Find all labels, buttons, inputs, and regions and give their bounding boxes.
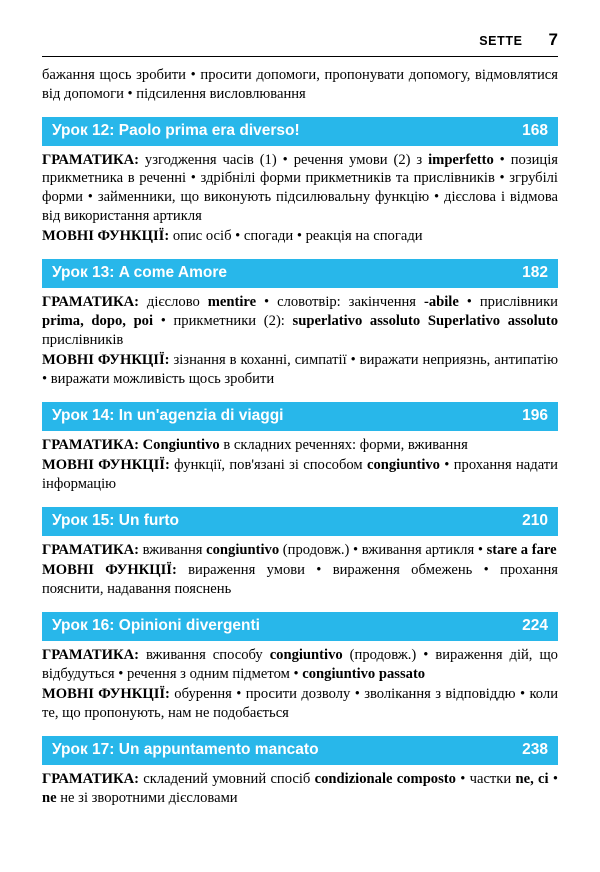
header-word: SETTE: [479, 34, 523, 48]
lesson-title: Урок 12: Paolo prima era diverso!: [52, 121, 300, 139]
functions-line: [42, 351, 558, 389]
functions-text: функції, пов'язані зі способом congiuntivo • прохання надати інформацію: [42, 457, 558, 493]
grammar-line: [42, 646, 558, 684]
functions-line: [42, 561, 558, 599]
grammar-text: вживання congiuntivo (продовж.) • вживання артикля • stare a fare: [138, 542, 557, 559]
lesson-page-number: 238: [522, 740, 548, 758]
lesson-header-bar[interactable]: [42, 259, 558, 288]
lesson-header-bar[interactable]: [42, 402, 558, 431]
lesson-page-number: 196: [522, 407, 548, 425]
grammar-line: [42, 770, 558, 808]
lesson-entry[interactable]: [42, 507, 558, 599]
lesson-page-number: 224: [522, 617, 548, 634]
lesson-body: [42, 151, 558, 247]
grammar-label: ГРАМАТИКА:: [42, 437, 139, 454]
grammar-text: дієслово mentire • словотвір: закінчення -abile • прислівники prima, dopo, poi • прикметники (2): superlativo assoluto Superlativo assoluto прислівників: [42, 294, 559, 349]
lesson-title: Урок 16: Opinioni divergenti: [52, 617, 260, 634]
lesson-header-bar[interactable]: [42, 612, 558, 641]
lesson-title: Урок 17: Un appuntamento mancato: [52, 740, 319, 758]
grammar-label: ГРАМАТИКА:: [42, 294, 139, 311]
functions-line: [42, 456, 558, 494]
lesson-title: Урок 15: Un furto: [52, 512, 180, 530]
grammar-label: ГРАМАТИКА:: [42, 770, 139, 787]
lesson-entry[interactable]: [42, 736, 558, 808]
lesson-page-number: 168: [522, 121, 548, 139]
functions-label: МОВНІ ФУНКЦІЇ:: [42, 352, 170, 369]
grammar-text: складений умовний спосіб condizionale composto • частки ne, ci • ne не зі зворотними дієсловами: [42, 770, 558, 806]
grammar-line: [42, 436, 558, 455]
page-number: 7: [548, 30, 558, 49]
lesson-entry[interactable]: [42, 612, 558, 723]
grammar-text: узгодження часів (1) • речення умови (2) з imperfetto • позиція прикметника в реченні • здрібнілі форми прикметників та прислівників • згрубілі форми • займенники, що виконують підсилювальну функцію • дієслова і відмова від використання артикля: [42, 151, 558, 225]
functions-label: МОВНІ ФУНКЦІЇ:: [42, 685, 170, 702]
lesson-body: [42, 770, 558, 808]
lesson-title: Урок 14: In un'agenzia di viaggi: [52, 407, 284, 425]
lesson-body: [42, 436, 558, 494]
functions-label: МОВНІ ФУНКЦІЇ:: [42, 457, 170, 474]
lesson-body: [42, 646, 558, 723]
functions-text: обурення • просити дозволу • зволікання з відповіддю • коли те, що пропонують, нам не подобається: [42, 685, 558, 721]
lesson-page-number: 182: [522, 264, 548, 282]
grammar-label: ГРАМАТИКА:: [42, 647, 139, 663]
grammar-line: [42, 151, 558, 227]
grammar-line: [42, 541, 558, 560]
lesson-body: [42, 541, 558, 599]
functions-text: зізнання в коханні, симпатії • виражати неприязнь, антипатію • виражати можливість щось зробити: [42, 352, 558, 388]
lesson-body: [42, 293, 558, 389]
lesson-header-bar[interactable]: [42, 736, 558, 765]
grammar-text: Congiuntivo в складних реченнях: форми, вживання: [142, 437, 468, 454]
grammar-line: [42, 293, 558, 350]
lesson-entry[interactable]: [42, 117, 558, 247]
lesson-header-bar[interactable]: [42, 507, 558, 536]
page-header: [42, 30, 558, 57]
lesson-page-number: 210: [522, 512, 548, 530]
functions-line: [42, 685, 558, 723]
grammar-label: ГРАМАТИКА:: [42, 151, 139, 168]
grammar-text: вживання способу congiuntivo (продовж.) • вираження дій, що відбудуться • речення з одним підметом • congiuntivo passato: [42, 647, 558, 682]
lesson-title: Урок 13: A come Amore: [52, 264, 228, 282]
grammar-label: ГРАМАТИКА:: [42, 542, 139, 559]
lesson-header-bar[interactable]: [42, 117, 558, 146]
functions-text: опис осіб • спогади • реакція на спогади: [169, 228, 423, 245]
lesson-entry[interactable]: [42, 402, 558, 494]
intro-paragraph: бажання щось зробити • просити допомоги, пропонувати допомогу, відмовлятися від допомоги • підсилення висловлювання: [42, 67, 558, 103]
functions-line: [42, 227, 558, 246]
functions-text: вираження умови • вираження обмежень • прохання пояснити, надавання пояснень: [42, 562, 558, 598]
lesson-entry[interactable]: [42, 259, 558, 389]
functions-label: МОВНІ ФУНКЦІЇ:: [42, 228, 170, 245]
functions-label: МОВНІ ФУНКЦІЇ:: [42, 562, 177, 579]
